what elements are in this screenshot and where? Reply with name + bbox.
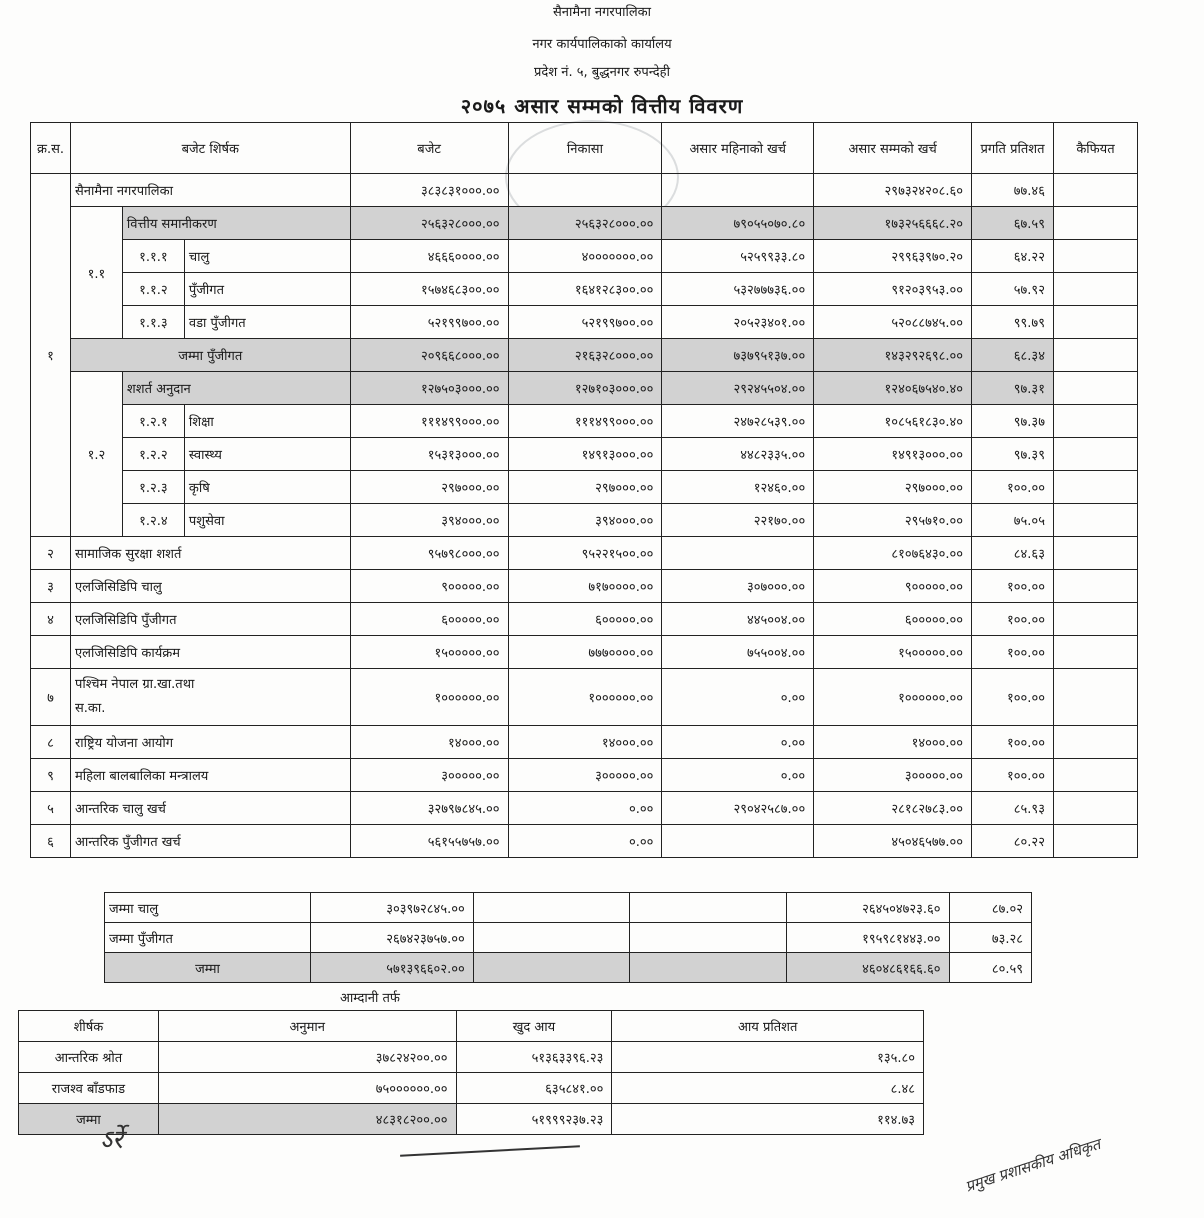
income-row — [19, 1042, 924, 1073]
table-row — [31, 471, 1138, 504]
budget-value: १५०००००.०० — [350, 636, 508, 669]
income-actual: ६३५८४१.०० — [456, 1073, 612, 1104]
finance-table — [30, 122, 1138, 858]
serial-number: १.२ — [70, 372, 122, 537]
table-row — [31, 825, 1138, 858]
serial-number — [31, 636, 71, 669]
total-expense: १०८५६१८३०.४० — [814, 405, 972, 438]
total-expense: ६०००००.०० — [814, 603, 972, 636]
table-row — [31, 537, 1138, 570]
progress-percent: ८५.९३ — [972, 792, 1054, 825]
budget-value: ३८३८३१०००.०० — [350, 174, 508, 207]
serial-number: १.१.१ — [122, 240, 184, 273]
budget-value: ३०००००.०० — [350, 759, 508, 792]
month-expense: ३०७०००.०० — [662, 570, 814, 603]
month-expense: ०.०० — [662, 726, 814, 759]
row-title: कृषि — [184, 471, 350, 504]
row-title: वित्तीय समानीकरण — [122, 207, 350, 240]
month-expense — [662, 537, 814, 570]
remarks-cell — [1053, 669, 1137, 726]
income-row — [19, 1073, 924, 1104]
progress-percent: ७५.०५ — [972, 504, 1054, 537]
income-col-estimate: अनुमान — [158, 1011, 456, 1042]
release-value: ७१७००००.०० — [508, 570, 662, 603]
progress-percent: १००.०० — [972, 603, 1054, 636]
signature-left: ऽर्रे — [100, 1125, 123, 1155]
summary-percent: ७३.२८ — [949, 923, 1031, 953]
release-value: ७७७००००.०० — [508, 636, 662, 669]
summary-budget: २६७४२३७५७.०० — [311, 923, 474, 953]
row-title: पशुसेवा — [184, 504, 350, 537]
budget-value: ९५७९८०००.०० — [350, 537, 508, 570]
serial-number: ४ — [31, 603, 71, 636]
serial-number: १.१.२ — [122, 273, 184, 306]
progress-percent: १००.०० — [972, 726, 1054, 759]
progress-percent: ६४.२२ — [972, 240, 1054, 273]
row-title: राष्ट्रिय योजना आयोग — [70, 726, 350, 759]
row-title: जम्मा पुँजीगत — [70, 339, 350, 372]
row-title: एलजिसिडिपि पुँजीगत — [70, 603, 350, 636]
progress-percent: १००.०० — [972, 471, 1054, 504]
serial-number: २ — [31, 537, 71, 570]
row-title-line1: पश्चिम नेपाल ग्रा.खा.तथा — [74, 677, 195, 692]
office-name: सैनामैना नगरपालिका — [553, 5, 651, 20]
serial-number: ३ — [31, 570, 71, 603]
income-actual: ५१९९९२३७.२३ — [456, 1104, 612, 1135]
progress-percent: ९७.३७ — [972, 405, 1054, 438]
serial-number: १ — [31, 174, 71, 537]
budget-value: १११४९९०००.०० — [350, 405, 508, 438]
remarks-cell — [1053, 339, 1137, 372]
row-title: एलजिसिडिपि कार्यक्रम — [70, 636, 350, 669]
summary-table — [104, 892, 1032, 983]
release-value: ३०००००.०० — [508, 759, 662, 792]
col-progress: प्रगति प्रतिशत — [972, 123, 1054, 174]
progress-percent: ८०.२२ — [972, 825, 1054, 858]
release-value: ५२१९९७००.०० — [508, 306, 662, 339]
budget-value: ५६१५५७५७.०० — [350, 825, 508, 858]
budget-value: २९७०००.०० — [350, 471, 508, 504]
summary-row — [105, 893, 1032, 923]
total-expense: १४९१३०००.०० — [814, 438, 972, 471]
total-expense: १००००००.०० — [814, 669, 972, 726]
table-row — [31, 372, 1138, 405]
summary-total: १९५९८१४४३.०० — [786, 923, 949, 953]
row-title — [70, 669, 350, 726]
budget-value: ६०००००.०० — [350, 603, 508, 636]
budget-value: ३२७९७८४५.०० — [350, 792, 508, 825]
total-expense: २८१८२७८३.०० — [814, 792, 972, 825]
progress-percent: ८४.६३ — [972, 537, 1054, 570]
income-section-title: आम्दानी तर्फ — [340, 991, 400, 1006]
table-row — [31, 174, 1138, 207]
release-value: १४९१३०००.०० — [508, 438, 662, 471]
serial-number: ५ — [31, 792, 71, 825]
signature-right: प्रमुख प्रशासकीय अधिकृत — [963, 1135, 1103, 1196]
income-title: राजश्व बाँडफाड — [19, 1073, 159, 1104]
table-row — [31, 792, 1138, 825]
table-row — [31, 339, 1138, 372]
summary-budget: ५७१३९६६०२.०० — [311, 953, 474, 983]
month-expense: २९०४२५८७.०० — [662, 792, 814, 825]
col-ks: क्र.स. — [31, 123, 71, 174]
income-col-title: शीर्षक — [19, 1011, 159, 1042]
remarks-cell — [1053, 306, 1137, 339]
month-expense: ७३७९५१३७.०० — [662, 339, 814, 372]
budget-value: ९०००००.०० — [350, 570, 508, 603]
progress-percent: १००.०० — [972, 636, 1054, 669]
remarks-cell — [1053, 825, 1137, 858]
release-value: ३९४०००.०० — [508, 504, 662, 537]
progress-percent: ९७.३१ — [972, 372, 1054, 405]
income-percent: ८.४८ — [612, 1073, 924, 1104]
table-row — [31, 759, 1138, 792]
summary-total: ४६०४८६१६६.६० — [786, 953, 949, 983]
income-estimate: ३७८२४२००.०० — [158, 1042, 456, 1073]
row-title: महिला बालबालिका मन्त्रालय — [70, 759, 350, 792]
release-value: ४०००००००.०० — [508, 240, 662, 273]
budget-value: १५३१३०००.०० — [350, 438, 508, 471]
income-actual: ५१३६३३९६.२३ — [456, 1042, 612, 1073]
table-row — [31, 273, 1138, 306]
income-title: आन्तरिक श्रोत — [19, 1042, 159, 1073]
remarks-cell — [1053, 603, 1137, 636]
total-expense: १५०००००.०० — [814, 636, 972, 669]
progress-percent: १००.०० — [972, 570, 1054, 603]
month-expense — [662, 174, 814, 207]
month-expense — [662, 825, 814, 858]
remarks-cell — [1053, 405, 1137, 438]
office-address: प्रदेश नं. ५, बुद्धनगर रुपन्देही — [534, 65, 670, 80]
income-estimate: ४८३१८२००.०० — [158, 1104, 456, 1135]
month-expense: २२१७०.०० — [662, 504, 814, 537]
progress-percent: ५७.९२ — [972, 273, 1054, 306]
remarks-cell — [1053, 207, 1137, 240]
month-expense: ७९०५५०७०.८० — [662, 207, 814, 240]
remarks-cell — [1053, 726, 1137, 759]
signature-stroke — [400, 1145, 580, 1156]
col-remarks: कैफियत — [1053, 123, 1137, 174]
remarks-cell — [1053, 372, 1137, 405]
document-title: २०७५ असार सम्मको वित्तीय विवरण — [460, 94, 744, 118]
month-expense: ४४८२३३५.०० — [662, 438, 814, 471]
summary-budget: ३०३९७२८४५.०० — [311, 893, 474, 923]
total-expense: २९७०००.०० — [814, 471, 972, 504]
serial-number: १.२.४ — [122, 504, 184, 537]
release-value: १४०००.०० — [508, 726, 662, 759]
month-expense: २०५२३४०१.०० — [662, 306, 814, 339]
serial-number: १.१.३ — [122, 306, 184, 339]
total-expense: २९९६३९७०.२० — [814, 240, 972, 273]
progress-percent: ६७.५९ — [972, 207, 1054, 240]
release-value: ९५२२१५००.०० — [508, 537, 662, 570]
total-expense: २९७३२४२०८.६० — [814, 174, 972, 207]
row-title-line2: स.का. — [74, 701, 106, 716]
row-title: वडा पुँजीगत — [184, 306, 350, 339]
row-title: पुँजीगत — [184, 273, 350, 306]
remarks-cell — [1053, 438, 1137, 471]
row-title: शिक्षा — [184, 405, 350, 438]
summary-label: जम्मा पुँजीगत — [105, 923, 311, 953]
release-value: १६४१२८३००.०० — [508, 273, 662, 306]
progress-percent: ६८.३४ — [972, 339, 1054, 372]
income-estimate: ७५००००००.०० — [158, 1073, 456, 1104]
table-row — [31, 504, 1138, 537]
income-header-row — [19, 1011, 924, 1042]
serial-number: ८ — [31, 726, 71, 759]
total-expense: १४०००.०० — [814, 726, 972, 759]
row-title: सामाजिक सुरक्षा शशर्त — [70, 537, 350, 570]
month-expense: ५२५९९३३.८० — [662, 240, 814, 273]
remarks-cell — [1053, 792, 1137, 825]
income-row — [19, 1104, 924, 1135]
row-title: आन्तरिक पुँजीगत खर्च — [70, 825, 350, 858]
month-expense: ७५५००४.०० — [662, 636, 814, 669]
release-value: ०.०० — [508, 825, 662, 858]
table-row — [31, 726, 1138, 759]
total-expense: १२४०६७५४०.४० — [814, 372, 972, 405]
summary-label: जम्मा चालु — [105, 893, 311, 923]
summary-label: जम्मा — [105, 953, 311, 983]
row-title: स्वास्थ्य — [184, 438, 350, 471]
summary-row — [105, 923, 1032, 953]
income-col-percent: आय प्रतिशत — [612, 1011, 924, 1042]
summary-percent: ८७.०२ — [949, 893, 1031, 923]
release-value: २९७०००.०० — [508, 471, 662, 504]
progress-percent: ९७.३९ — [972, 438, 1054, 471]
office-subtitle: नगर कार्यपालिकाको कार्यालय — [532, 37, 672, 52]
progress-percent: १००.०० — [972, 759, 1054, 792]
release-value: ०.०० — [508, 792, 662, 825]
row-title: एलजिसिडिपि चालु — [70, 570, 350, 603]
total-expense: ९१२०३९५३.०० — [814, 273, 972, 306]
row-title: आन्तरिक चालु खर्च — [70, 792, 350, 825]
serial-number: १.१ — [70, 207, 122, 339]
serial-number: १.२.३ — [122, 471, 184, 504]
budget-value: ४६६६००००.०० — [350, 240, 508, 273]
table-row — [31, 669, 1138, 726]
budget-value: १४०००.०० — [350, 726, 508, 759]
release-value: १२७१०३०००.०० — [508, 372, 662, 405]
row-title: शशर्त अनुदान — [122, 372, 350, 405]
total-expense: ४५०४६५७७.०० — [814, 825, 972, 858]
col-budget-head: बजेट शिर्षक — [70, 123, 350, 174]
remarks-cell — [1053, 240, 1137, 273]
budget-value: १२७५०३०००.०० — [350, 372, 508, 405]
table-row — [31, 636, 1138, 669]
income-table — [18, 1010, 924, 1135]
income-col-actual: खुद आय — [456, 1011, 612, 1042]
progress-percent: ७७.४६ — [972, 174, 1054, 207]
table-row — [31, 306, 1138, 339]
total-expense: ५२०८८७४५.०० — [814, 306, 972, 339]
total-expense: ८१०७६४३०.०० — [814, 537, 972, 570]
summary-percent: ८०.५९ — [949, 953, 1031, 983]
month-expense: ४४५००४.०० — [662, 603, 814, 636]
budget-value: १००००००.०० — [350, 669, 508, 726]
serial-number: १.२.२ — [122, 438, 184, 471]
total-expense: २९५७१०.०० — [814, 504, 972, 537]
remarks-cell — [1053, 570, 1137, 603]
table-row — [31, 405, 1138, 438]
month-expense: १२४६०.०० — [662, 471, 814, 504]
budget-value: ५२१९९७००.०० — [350, 306, 508, 339]
month-expense: २४७२८५३९.०० — [662, 405, 814, 438]
budget-value: २०९६६८०००.०० — [350, 339, 508, 372]
col-month-exp: असार महिनाको खर्च — [662, 123, 814, 174]
table-row — [31, 240, 1138, 273]
serial-number: ७ — [31, 669, 71, 726]
remarks-cell — [1053, 273, 1137, 306]
col-budget: बजेट — [350, 123, 508, 174]
remarks-cell — [1053, 759, 1137, 792]
release-value: २१६३२८०००.०० — [508, 339, 662, 372]
income-title: जम्मा — [19, 1104, 159, 1135]
remarks-cell — [1053, 504, 1137, 537]
progress-percent: ९९.७९ — [972, 306, 1054, 339]
income-percent: ११४.७३ — [612, 1104, 924, 1135]
release-value: १००००००.०० — [508, 669, 662, 726]
release-value: २५६३२८०००.०० — [508, 207, 662, 240]
total-expense: १७३२५६६६८.२० — [814, 207, 972, 240]
table-row — [31, 207, 1138, 240]
release-value: १११४९९०००.०० — [508, 405, 662, 438]
serial-number: ९ — [31, 759, 71, 792]
total-expense: ३०००००.०० — [814, 759, 972, 792]
serial-number: १.२.१ — [122, 405, 184, 438]
row-title: सैनामैना नगरपालिका — [70, 174, 350, 207]
row-title: चालु — [184, 240, 350, 273]
col-total-exp: असार सम्मको खर्च — [814, 123, 972, 174]
income-percent: १३५.८० — [612, 1042, 924, 1073]
progress-percent: १००.०० — [972, 669, 1054, 726]
remarks-cell — [1053, 537, 1137, 570]
remarks-cell — [1053, 174, 1137, 207]
release-value: ६०००००.०० — [508, 603, 662, 636]
summary-total: २६४५०४७२३.६० — [786, 893, 949, 923]
table-row — [31, 603, 1138, 636]
release-value — [508, 174, 662, 207]
month-expense: ५३२७७७३६.०० — [662, 273, 814, 306]
remarks-cell — [1053, 471, 1137, 504]
month-expense: ०.०० — [662, 669, 814, 726]
serial-number: ६ — [31, 825, 71, 858]
month-expense: ०.०० — [662, 759, 814, 792]
remarks-cell — [1053, 636, 1137, 669]
budget-value: १५७४६८३००.०० — [350, 273, 508, 306]
total-expense: ९०००००.०० — [814, 570, 972, 603]
table-row — [31, 438, 1138, 471]
budget-value: ३९४०००.०० — [350, 504, 508, 537]
table-row — [31, 570, 1138, 603]
month-expense: २९२४५५०४.०० — [662, 372, 814, 405]
total-expense: १४३२९२६९८.०० — [814, 339, 972, 372]
col-release: निकासा — [508, 123, 662, 174]
summary-row — [105, 953, 1032, 983]
budget-value: २५६३२८०००.०० — [350, 207, 508, 240]
header-row — [31, 123, 1138, 174]
